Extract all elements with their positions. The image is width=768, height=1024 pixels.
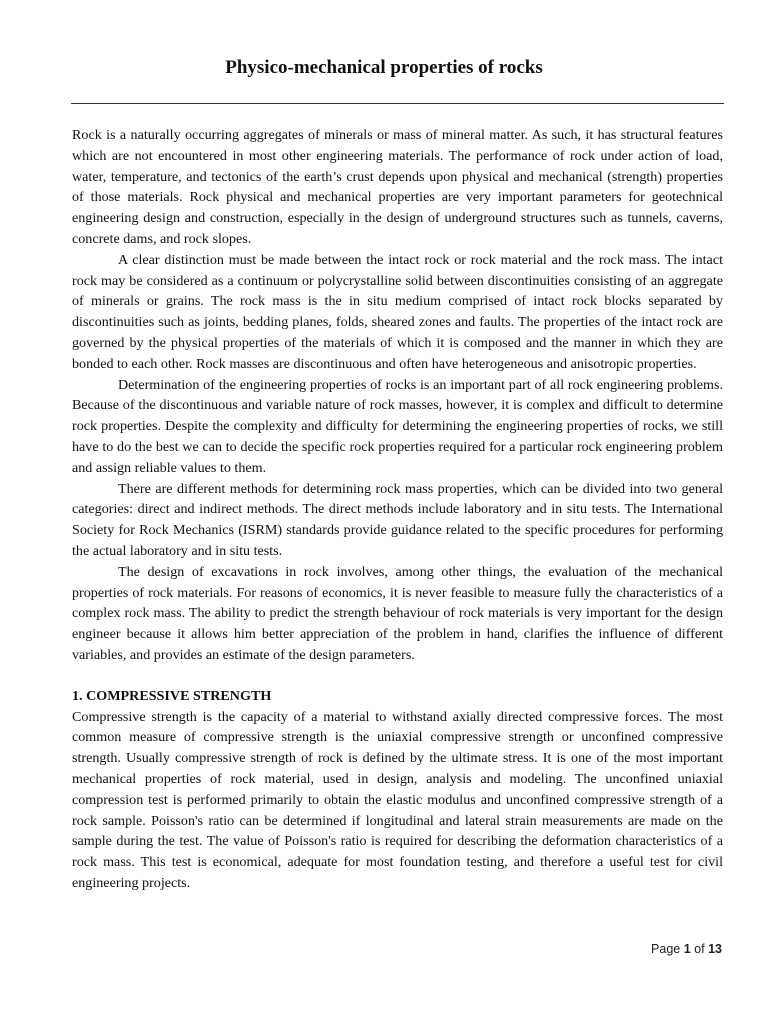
total-pages: 13 [708, 942, 722, 956]
paragraph: The design of excavations in rock involves, among other things, the evaluation of the mechanical properties of rock materials. For reasons of economics, it is never feasible to measure fully the characteristics of a complex rock mass. The ability to predict the strength behaviour of rock materials is very important for the design engineer because it allows him better appreciation of the problem in hand, clarifies the influence of different variables, and provides an estimate of the design parameters. [72, 563, 723, 663]
of-label: of [694, 942, 705, 956]
section-paragraph: Compressive strength is the capacity of a material to withstand axially directed compressive forces. The most common measure of compressive strength is the uniaxial compressive strength or unconfined compressive strength. Usually compressive strength of rock is defined by the ultimate stress. It is one of the most important mechanical properties of rock material, used in design, analysis and modeling. The unconfined uniaxial compression test is performed primarily to obtain the elastic modulus and unconfined compressive strength of a rock sample. Poisson's ratio can be determined if longitudinal and lateral strain measurements are made on the sample during the test. The value of Poisson's ratio is required for describing the deformation characteristics of a rock mass. This test is economical, adequate for most foundation testing, and therefore a useful test for civil engineering projects. [72, 708, 723, 891]
page-label: Page [651, 942, 681, 956]
title-divider [71, 103, 724, 104]
paragraph: Rock is a naturally occurring aggregates of minerals or mass of mineral matter. As such, it has structural features which are not encountered in most other engineering materials. The performance of rock under action of load, water, temperature, and tectonics of the earth’s crust depends upon physical and mechanical (strength) properties of those materials. Rock physical and mechanical properties are very important parameters for geotechnical engineering design and construction, especially in the design of underground structures such as tunnels, caverns, concrete dams, and rock slopes. [72, 127, 723, 247]
paragraph: Determination of the engineering properties of rocks is an important part of all rock engineering problems. Because of the discontinuous and variable nature of rock masses, however, it is complex and difficult to determine rock properties. Despite the complexity and difficulty for determining the engineering properties of rocks, we still have to do the best we can to decide the specific rock properties required for a particular rock engineering problem and assign reliable values to them. [72, 376, 723, 476]
page-number [651, 942, 722, 956]
paragraph: A clear distinction must be made between the intact rock or rock material and the rock mass. The intact rock may be considered as a continuum or polycrystalline solid between discontinuities consisting of an aggregate of minerals or grains. The rock mass is the in situ medium comprised of intact rock blocks separated by discontinuities such as joints, bedding planes, folds, sheared zones and faults. The properties of the intact rock are governed by the physical properties of the materials of which it is composed and the manner in which they are bonded to each other. Rock masses are discontinuous and often have heterogeneous and anisotropic properties. [72, 251, 723, 372]
current-page: 1 [683, 942, 691, 956]
document-body [72, 125, 723, 894]
paragraph: There are different methods for determining rock mass properties, which can be divided into two general categories: direct and indirect methods. The direct methods include laboratory and in situ tests. The International Society for Rock Mechanics (ISRM) standards provide guidance related to the specific procedures for performing the actual laboratory and in situ tests. [72, 480, 723, 559]
page-title: Physico-mechanical properties of rocks [225, 57, 543, 78]
section-heading: 1. COMPRESSIVE STRENGTH [72, 687, 272, 704]
